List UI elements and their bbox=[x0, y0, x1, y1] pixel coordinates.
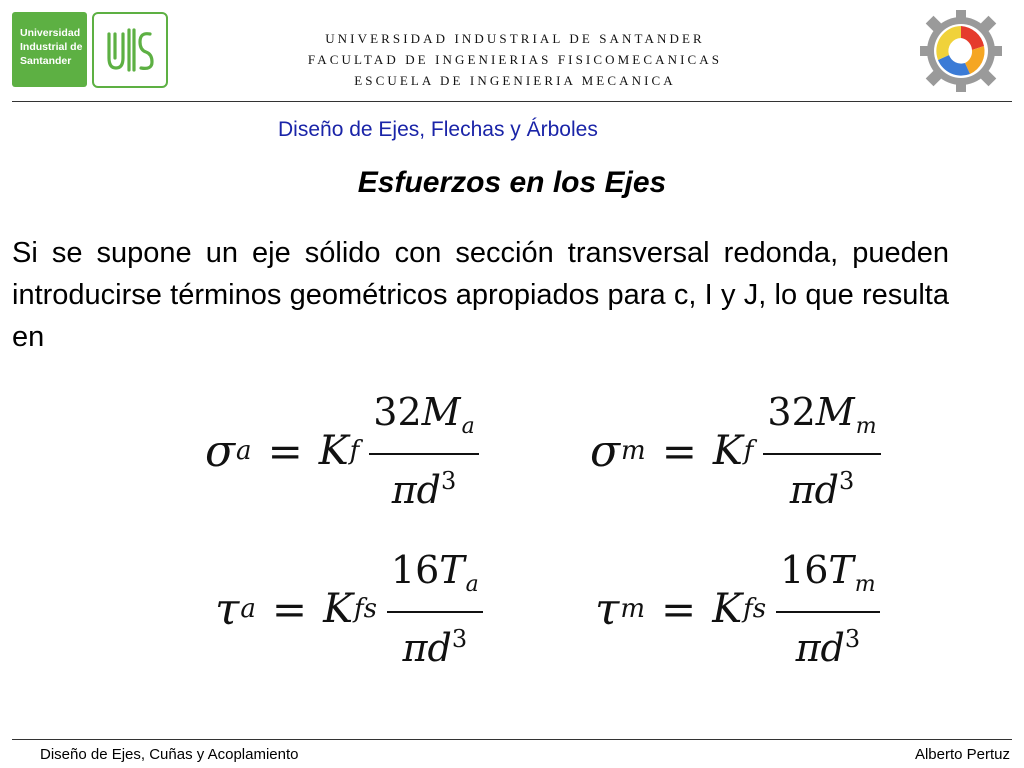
formula-sigma-a bbox=[205, 388, 479, 514]
footer-author: Alberto Pertuz bbox=[914, 746, 1010, 763]
university-logo-text bbox=[12, 12, 87, 87]
concentration-factor: K bbox=[323, 586, 353, 632]
fraction-bar bbox=[387, 611, 483, 613]
logo-text-line: Universidad bbox=[20, 27, 81, 39]
concentration-factor-sub: fs bbox=[353, 594, 377, 624]
equals-sign: = bbox=[267, 426, 303, 476]
concentration-factor: K bbox=[712, 586, 743, 632]
school-line: ESCUELA DE INGENIERIA MECANICA bbox=[354, 73, 676, 88]
formula-fraction bbox=[369, 388, 478, 514]
concentration-factor-sub: f bbox=[743, 436, 754, 466]
slide-heading: Esfuerzos en los Ejes bbox=[357, 166, 667, 199]
formula-tau-m bbox=[595, 546, 880, 672]
fraction-bar bbox=[763, 453, 880, 455]
logo-text-line: Santander bbox=[20, 55, 72, 67]
footer-course-title: Diseño de Ejes, Cuñas y Acoplamiento bbox=[40, 746, 299, 763]
formula-fraction bbox=[776, 546, 880, 672]
formula-lhs: τ bbox=[215, 583, 240, 635]
formula-fraction bbox=[387, 546, 483, 672]
formula-tau-a bbox=[215, 546, 483, 672]
uis-monogram-logo bbox=[92, 12, 168, 88]
fraction-numerator: $32M_a$ bbox=[373, 390, 475, 439]
formula-lhs: σ bbox=[590, 425, 621, 477]
institution-header bbox=[260, 28, 770, 91]
formula-fraction bbox=[763, 388, 880, 514]
equals-sign: = bbox=[271, 584, 308, 634]
fraction-numerator: $32M_m$ bbox=[767, 390, 877, 439]
formula-lhs-sub: a bbox=[236, 436, 252, 466]
concentration-factor-sub: fs bbox=[743, 594, 767, 624]
formula-lhs-sub: m bbox=[620, 594, 645, 624]
equals-sign: = bbox=[661, 584, 697, 634]
fraction-bar bbox=[369, 453, 478, 455]
concentration-factor: K bbox=[318, 428, 349, 474]
faculty-line: FACULTAD DE INGENIERIAS FISICOMECANICAS bbox=[307, 52, 723, 67]
fraction-denominator: $\pi d^3$ bbox=[795, 625, 861, 670]
body-paragraph: Si se supone un eje sólido con sección transversal redonda, pueden introducirse términos geométricos apropiados para c, I y J, lo que resulta en bbox=[12, 237, 949, 353]
fraction-bar bbox=[776, 611, 880, 613]
header-divider bbox=[12, 101, 1012, 102]
fraction-denominator: $\pi d^3$ bbox=[789, 467, 855, 512]
concentration-factor-sub: f bbox=[349, 436, 360, 466]
fraction-numerator: $16T_m$ bbox=[780, 548, 876, 597]
fraction-numerator: $16T_a$ bbox=[390, 548, 479, 597]
fraction-denominator: $\pi d^3$ bbox=[402, 625, 468, 670]
formula-lhs-sub: a bbox=[240, 594, 256, 624]
logo-text-line: Industrial de bbox=[20, 41, 83, 53]
formula-lhs: σ bbox=[205, 425, 236, 477]
slide-subtitle: Diseño de Ejes, Flechas y Árboles bbox=[278, 118, 598, 141]
fraction-denominator: $\pi d^3$ bbox=[391, 467, 457, 512]
mechanical-engineering-gear-logo bbox=[918, 8, 1004, 94]
equals-sign: = bbox=[661, 426, 697, 476]
formula-lhs: τ bbox=[595, 583, 620, 635]
formula-lhs-sub: m bbox=[621, 436, 646, 466]
formula-sigma-m bbox=[590, 388, 881, 514]
concentration-factor: K bbox=[712, 428, 743, 474]
institution-line: UNIVERSIDAD INDUSTRIAL DE SANTANDER bbox=[325, 31, 705, 46]
footer-divider bbox=[12, 739, 1012, 740]
